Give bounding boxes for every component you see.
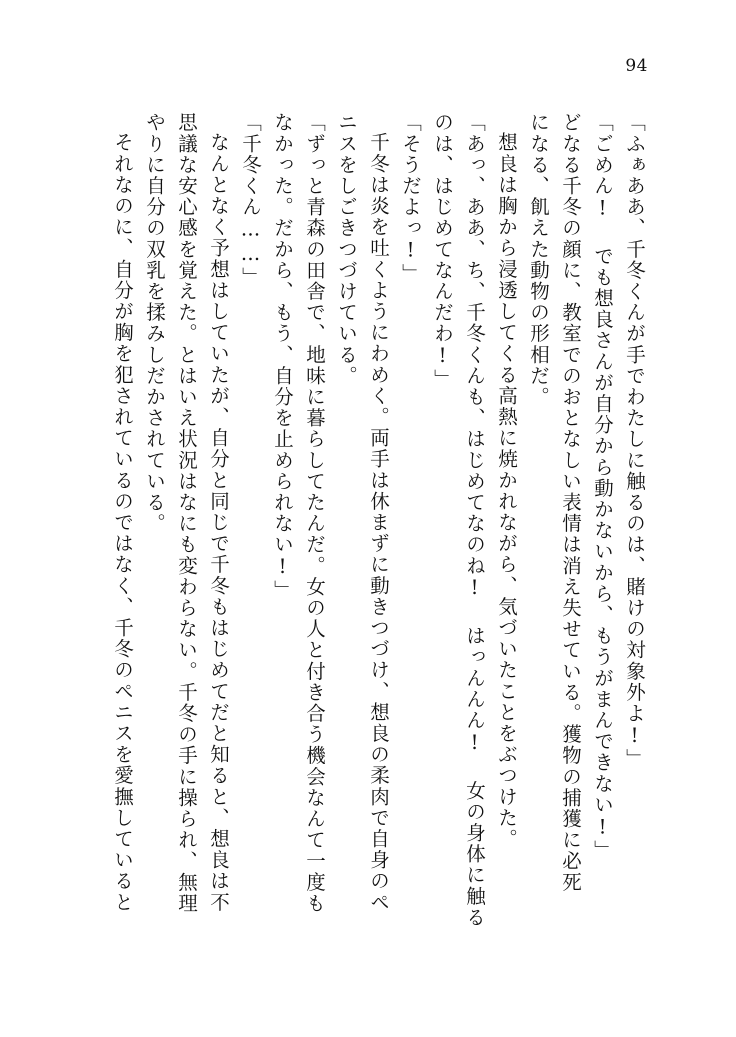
text-line: 「ふぁああ、千冬くんが手でわたしに触るのは、賭けの対象外よ!」 [623, 112, 646, 770]
text-line: になる、飢えた動物の形相だ。 [527, 112, 550, 408]
text-line: 想良は胸から浸透してくる高熱に焼かれながら、気づいたことをぶつけた。 [495, 132, 518, 850]
text-line: 思議な安心感を覚えた。とはいえ状況はなにも変わらない。千冬の手に操られ、無理 [175, 112, 198, 914]
text-line: のは、はじめてなんだわ!」 [431, 112, 454, 390]
text-line: 「ずっと青森の田舎で、地味に暮らしてたんだ。女の人と付き合う機会なんて一度も [303, 112, 326, 914]
text-line: どなる千冬の顔に、教室でのおとなしい表情は消え失せている。獲物の捕獲に必死 [559, 112, 582, 893]
text-line: 「ごめん! でも想良さんが自分から動かないから、もうがまんできない!」 [591, 112, 614, 861]
text-line: なかった。だから、もう、自分を止められない!」 [271, 112, 294, 601]
text-line: それなのに、自分が胸を犯されているのではなく、千冬のペニスを愛撫していると [111, 132, 134, 913]
text-line: なんとなく予想はしていたが、自分と同じで千冬もはじめてだと知ると、想良は不 [207, 132, 230, 913]
text-line: 千冬は炎を吐くようにわめく。両手は休まずに動きつづけ、想良の柔肉で自身のペ [367, 132, 390, 913]
text-line: 「そうだよっ!」 [399, 112, 422, 285]
text-line: ニスをしごきつづけている。 [335, 112, 358, 387]
text-line: 「あっ、ああ、ち、千冬くんも、はじめてなのね! はっんんん! 女の身体に触る [463, 112, 486, 928]
text-line: 「千冬くん……」 [239, 112, 262, 288]
text-line: やりに自分の双乳を揉みしだかされている。 [143, 112, 166, 534]
page-number: 94 [625, 56, 648, 76]
vertical-text-body [62, 112, 650, 982]
